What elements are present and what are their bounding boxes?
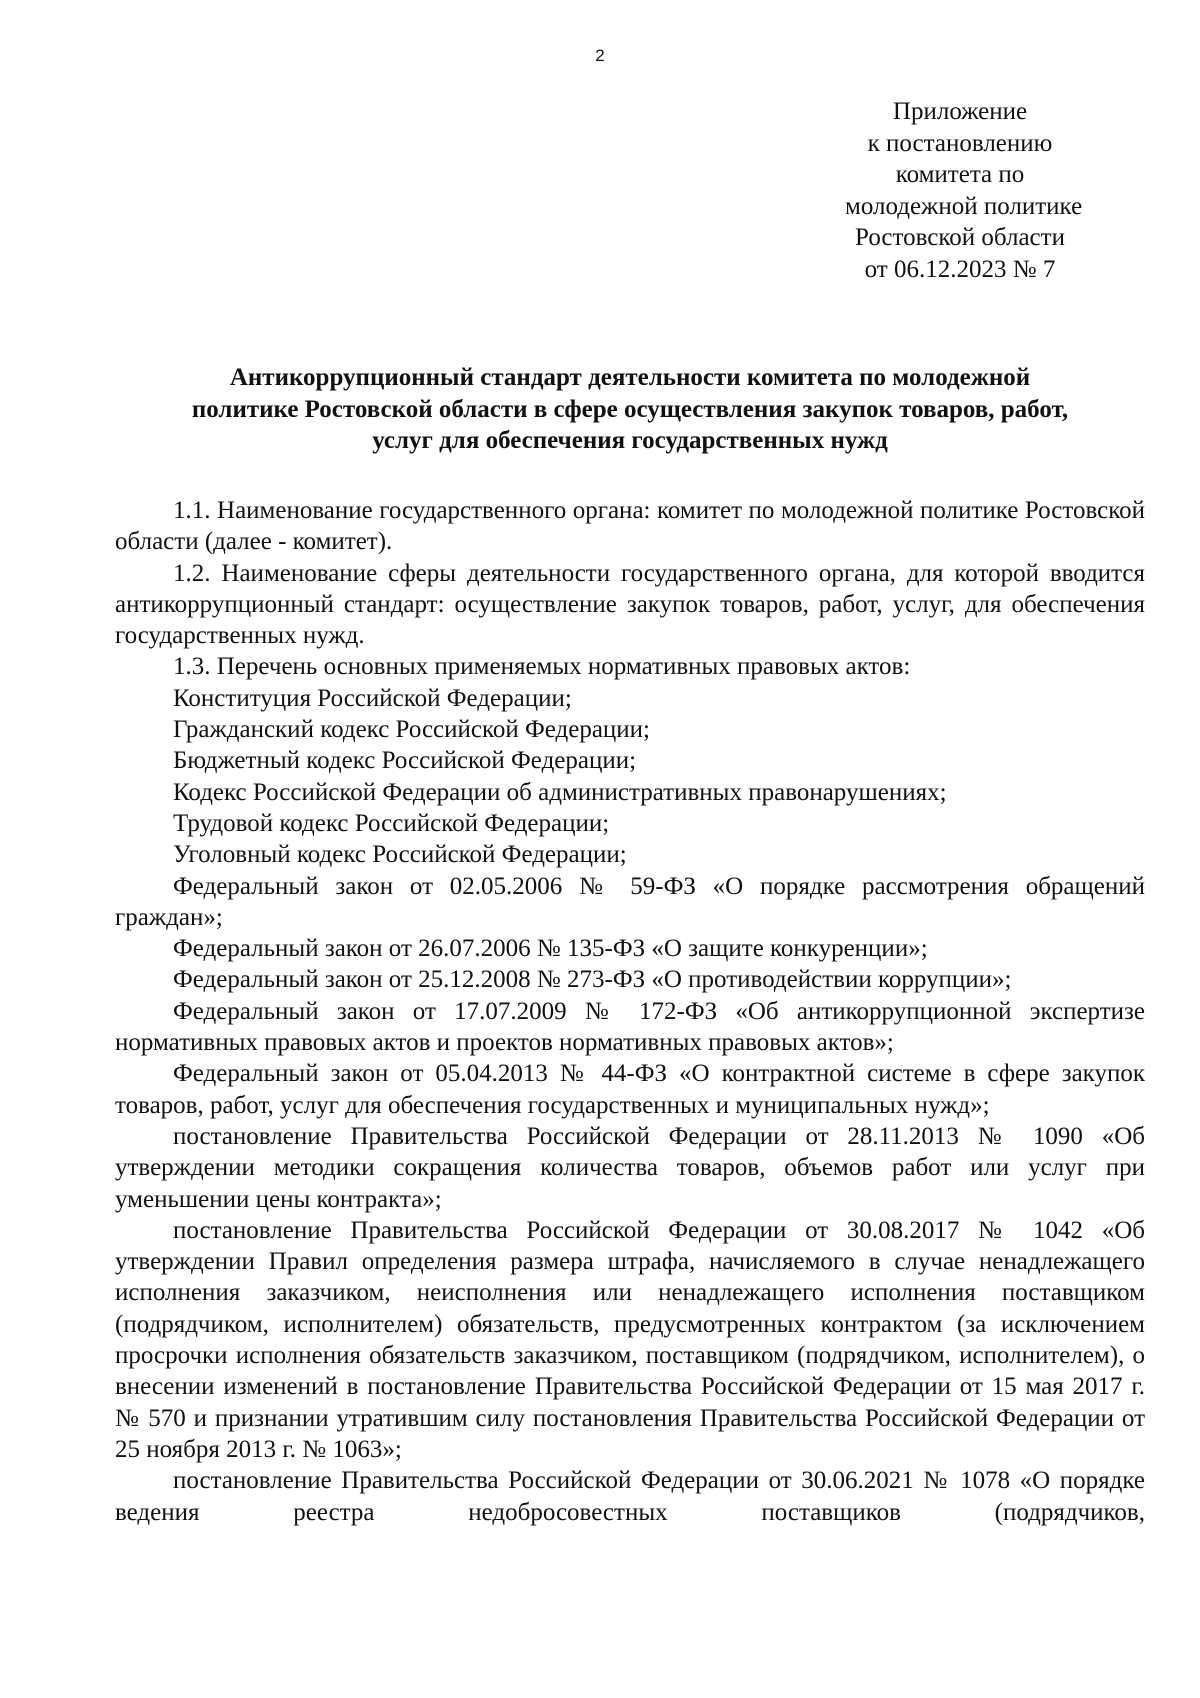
act-item: Трудовой кодекс Российской Федерации; [173,809,610,837]
decree-item: постановление Правительства Российской Федерации от 30.08.2017 № 1042 «Об утверждении Правил определения размера штрафа, начисляемого в случае ненадлежащего исполнения заказчиком, неисполнения или ненадлежащего исполнения поставщиком (подрядчиком, исполнителем) обязательств, предусмотренных контрактом (за исключением просрочки исполнения обязательств заказчиком, поставщиком (подрядчиком, исполнителем), о внесении изменений в постановление Правительства Российской Федерации от 15 мая 2017 г. № 570 и признании утратившим силу постановления Правительства Российской Федерации от 25 ноября 2013 г. № 1063»; [115,1216,1145,1463]
decree-item: постановление Правительства Российской Федерации от 30.06.2021 № 1078 «О порядке ведения реестра недобросовестных поставщиков (подрядчиков, [115,1467,1145,1526]
document-title [115,362,1145,457]
paragraph-1-3: 1.3. Перечень основных применяемых нормативных правовых актов: [173,653,911,681]
law-item: Федеральный закон от 02.05.2006 № 59-ФЗ «О порядке рассмотрения обращений граждан»; [115,872,1145,931]
act-item: Гражданский кодекс Российской Федерации; [173,716,651,744]
page-number: 2 [595,46,605,65]
title-line: Антикоррупционный стандарт деятельности комитета по молодежной [229,364,1031,391]
appendix-line: молодежной политике [845,192,1083,220]
appendix-line: Приложение [892,98,1028,125]
appendix-line: Ростовской области [855,224,1065,251]
paragraph-1-1: 1.1. Наименование государственного органа: комитет по молодежной политике Ростовской области (далее - комитет). [115,497,1145,556]
appendix-line: к постановлению [867,129,1053,157]
act-item: Бюджетный кодекс Российской Федерации; [173,747,637,775]
law-item: Федеральный закон от 25.12.2008 № 273-ФЗ «О противодействии коррупции»; [173,966,1012,994]
title-line: услуг для обеспечения государственных нужд [372,427,888,454]
paragraph-1-2: 1.2. Наименование сферы деятельности государственного органа, для которой вводится антикоррупционный стандарт: осуществление закупок товаров, работ, услуг, для обеспечения государственных нужд. [115,559,1145,650]
law-item: Федеральный закон от 26.07.2006 № 135-ФЗ «О защите конкуренции»; [173,935,928,963]
act-item: Кодекс Российской Федерации об административных правонарушениях; [173,778,947,806]
appendix-block [845,96,1083,285]
law-item: Федеральный закон от 17.07.2009 № 172-ФЗ «Об антикоррупционной экспертизе нормативных правовых актов и проектов нормативных правовых актов»; [115,997,1145,1057]
act-item: Уголовный кодекс Российской Федерации; [173,841,627,869]
act-item: Конституция Российской Федерации; [173,684,572,712]
law-item: Федеральный закон от 05.04.2013 № 44-ФЗ «О контрактной системе в сфере закупок товаров, работ, услуг для обеспечения государственных и муниципальных нужд»; [115,1060,1145,1119]
appendix-line: комитета по [895,161,1025,188]
decree-item: постановление Правительства Российской Федерации от 28.11.2013 № 1090 «Об утверждении методики сокращения количества товаров, объемов работ или услуг при уменьшении цены контракта»; [115,1122,1145,1213]
title-line: политике Ростовской области в сфере осуществления закупок товаров, работ, [191,395,1069,423]
document-body [115,495,1145,1528]
appendix-line: от 06.12.2023 № 7 [864,255,1056,283]
